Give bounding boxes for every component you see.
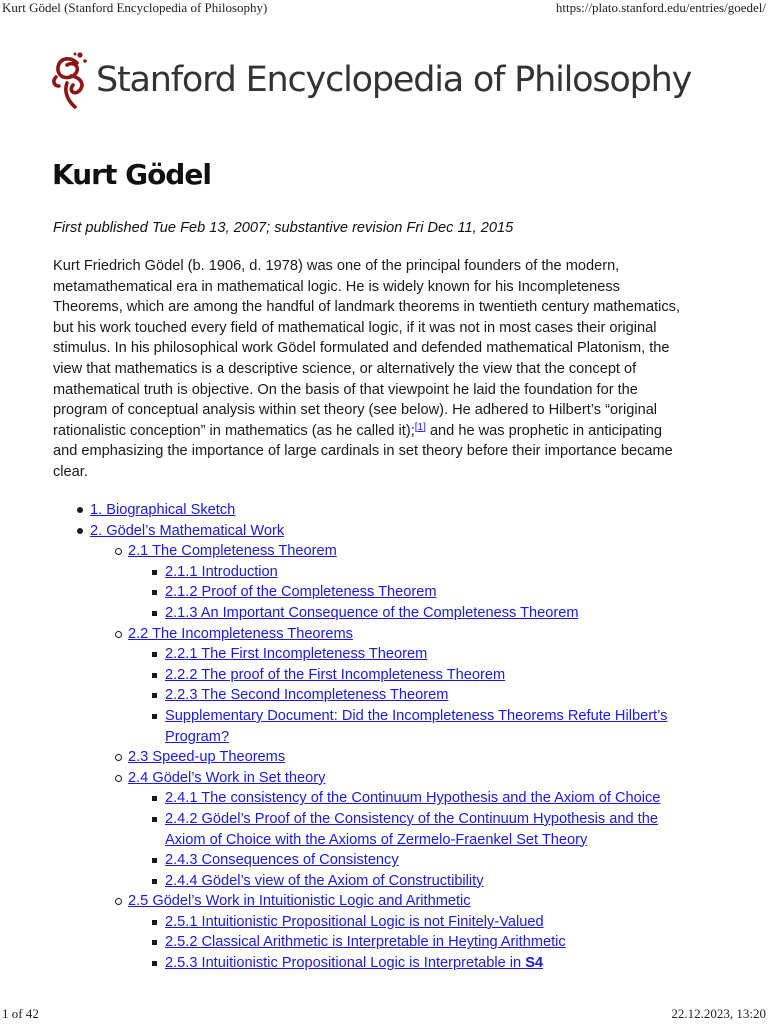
toc-item bbox=[0, 521, 768, 542]
footnote-marker bbox=[415, 422, 426, 433]
square-bullet-icon bbox=[152, 796, 157, 801]
circle-bullet-icon bbox=[115, 898, 122, 905]
intro-line-text: rationalistic conception” in mathematics (as he called it); bbox=[53, 422, 415, 439]
toc-item bbox=[0, 891, 768, 912]
toc-link-line: Supplementary Document: Did the Incompleteness Theorems Refute Hilbert’s bbox=[165, 707, 668, 724]
square-bullet-icon bbox=[152, 693, 157, 698]
toc-link-completeness-theorem[interactable]: 2.1 The Completeness Theorem bbox=[128, 543, 337, 560]
toc-item bbox=[0, 624, 768, 645]
print-header bbox=[0, 0, 768, 18]
circle-bullet-icon bbox=[115, 754, 122, 761]
circle-bullet-icon bbox=[115, 548, 122, 555]
toc-link-incompleteness-theorems[interactable]: 2.2 The Incompleteness Theorems bbox=[128, 625, 353, 642]
toc-link-proof-completeness[interactable]: 2.1.2 Proof of the Completeness Theorem bbox=[165, 584, 437, 601]
intro-line: stimulus. In his philosophical work Gödel formulated and defended mathematical Platonism, the bbox=[53, 340, 670, 357]
square-bullet-icon bbox=[152, 611, 157, 616]
disc-bullet-icon bbox=[77, 528, 83, 534]
square-bullet-icon bbox=[152, 590, 157, 595]
intro-line: clear. bbox=[53, 463, 88, 480]
toc-item bbox=[0, 541, 768, 562]
toc-link-first-incompleteness[interactable]: 2.2.1 The First Incompleteness Theorem bbox=[165, 646, 428, 663]
toc-link-not-finitely-valued[interactable]: 2.5.1 Intuitionistic Propositional Logic is not Finitely-Valued bbox=[165, 913, 544, 930]
square-bullet-icon bbox=[152, 940, 157, 945]
toc-link-speed-up-theorems[interactable]: 2.3 Speed-up Theorems bbox=[128, 749, 286, 766]
toc-link-supplementary-document[interactable] bbox=[165, 706, 768, 747]
site-masthead[interactable] bbox=[50, 48, 691, 112]
intro-line: Theorems, which are among the handful of landmark theorems in twentieth century mathematics, bbox=[53, 299, 681, 316]
toc-item bbox=[0, 850, 768, 871]
intro-line: Kurt Friedrich Gödel (b. 1906, d. 1978) was one of the principal founders of the modern, bbox=[53, 258, 620, 274]
publication-info: First published Tue Feb 13, 2007; substantive revision Fri Dec 11, 2015 bbox=[53, 220, 514, 236]
toc-link-second-incompleteness[interactable]: 2.2.3 The Second Incompleteness Theorem bbox=[165, 687, 449, 704]
toc-link-consistency-ch-ac[interactable]: 2.4.1 The consistency of the Continuum Hypothesis and the Axiom of Choice bbox=[165, 790, 661, 807]
intro-line: and emphasizing the importance of large cardinals in set theory before their importance became bbox=[53, 443, 673, 460]
article-title: Kurt Gödel bbox=[52, 158, 211, 191]
toc-item bbox=[0, 603, 768, 624]
print-footer-datetime: 22.12.2023, 13:20 bbox=[671, 1006, 766, 1021]
toc-link-biographical-sketch[interactable]: 1. Biographical Sketch bbox=[90, 502, 236, 518]
toc-list bbox=[0, 500, 768, 974]
intro-paragraph bbox=[53, 256, 723, 483]
square-bullet-icon bbox=[152, 673, 157, 678]
site-title[interactable]: Stanford Encyclopedia of Philosophy bbox=[96, 60, 692, 100]
print-footer bbox=[0, 1006, 768, 1024]
toc-link-consequences-consistency[interactable]: 2.4.3 Consequences of Consistency bbox=[165, 852, 399, 869]
toc-link-introduction[interactable]: 2.1.1 Introduction bbox=[165, 563, 278, 580]
square-bullet-icon bbox=[152, 570, 157, 575]
sep-logo-icon bbox=[50, 49, 90, 111]
square-bullet-icon bbox=[152, 920, 157, 925]
toc-item bbox=[0, 500, 768, 521]
intro-line: but his work touched every field of mathematical logic, if it was not in most cases their original bbox=[53, 319, 657, 336]
toc-link-bold-s4: S4 bbox=[525, 955, 544, 972]
square-bullet-icon bbox=[152, 879, 157, 884]
square-bullet-icon bbox=[152, 652, 157, 657]
print-footer-page-number: 1 of 42 bbox=[2, 1006, 39, 1021]
toc-link-proof-first-incompleteness[interactable]: 2.2.2 The proof of the First Incompleteness Theorem bbox=[165, 666, 506, 683]
print-header-title: Kurt Gödel (Stanford Encyclopedia of Philosophy) bbox=[2, 0, 268, 15]
toc-link-line: Program? bbox=[165, 728, 230, 745]
toc-item bbox=[0, 932, 768, 953]
toc-item bbox=[0, 871, 768, 892]
intro-line: view that mathematics is a descriptive science, or alternatively the view that the concept of bbox=[53, 360, 637, 377]
intro-line-with-footnote bbox=[53, 421, 723, 442]
table-of-contents bbox=[0, 500, 768, 974]
toc-item bbox=[0, 562, 768, 583]
toc-link-proof-consistency-zf[interactable] bbox=[165, 809, 768, 850]
disc-bullet-icon bbox=[77, 507, 83, 513]
toc-item bbox=[0, 685, 768, 706]
square-bullet-icon bbox=[152, 961, 157, 966]
toc-link-axiom-constructibility[interactable]: 2.4.4 Gödel’s view of the Axiom of Constructibility bbox=[165, 872, 484, 889]
toc-link-mathematical-work[interactable]: 2. Gödel’s Mathematical Work bbox=[90, 522, 285, 539]
square-bullet-icon bbox=[152, 817, 157, 822]
intro-line: mathematical truth is objective. On the basis of that viewpoint he laid the foundation for the bbox=[53, 381, 638, 398]
circle-bullet-icon bbox=[115, 775, 122, 782]
toc-link-important-consequence[interactable]: 2.1.3 An Important Consequence of the Completeness Theorem bbox=[165, 604, 579, 621]
toc-link-intuitionistic-logic[interactable]: 2.5 Gödel’s Work in Intuitionistic Logic and Arithmetic bbox=[128, 893, 471, 910]
toc-item bbox=[0, 768, 768, 789]
intro-line: program of conceptual analysis within set theory (see below). He adhered to Hilbert’s “original bbox=[53, 402, 658, 419]
toc-item bbox=[0, 809, 768, 850]
toc-item bbox=[0, 912, 768, 933]
toc-item bbox=[0, 582, 768, 603]
intro-line: metamathematical era in mathematical logic. He is widely known for his Incompleteness bbox=[53, 278, 620, 295]
toc-item bbox=[0, 706, 768, 747]
toc-item bbox=[0, 953, 768, 974]
toc-item bbox=[0, 747, 768, 768]
toc-item bbox=[0, 788, 768, 809]
toc-link-interpretable-in-s4[interactable] bbox=[165, 955, 543, 971]
print-header-url: https://plato.stanford.edu/entries/goedel/ bbox=[555, 0, 766, 15]
intro-line-text-continued: and he was prophetic in anticipating bbox=[425, 422, 662, 439]
square-bullet-icon bbox=[152, 714, 157, 719]
circle-bullet-icon bbox=[115, 631, 122, 638]
toc-item bbox=[0, 644, 768, 665]
toc-link-heyting-arithmetic[interactable]: 2.5.2 Classical Arithmetic is Interpretable in Heyting Arithmetic bbox=[165, 934, 566, 951]
toc-link-line: 2.4.2 Gödel’s Proof of the Consistency of the Continuum Hypothesis and the bbox=[165, 810, 658, 827]
square-bullet-icon bbox=[152, 858, 157, 863]
toc-item bbox=[0, 665, 768, 686]
footnote-link[interactable]: [1] bbox=[414, 421, 426, 433]
toc-link-set-theory[interactable]: 2.4 Gödel’s Work in Set theory bbox=[128, 769, 326, 786]
toc-link-line: Axiom of Choice with the Axioms of Zermelo-Fraenkel Set Theory bbox=[165, 831, 588, 848]
toc-link-text: 2.5.3 Intuitionistic Propositional Logic is Interpretable in bbox=[165, 955, 526, 972]
